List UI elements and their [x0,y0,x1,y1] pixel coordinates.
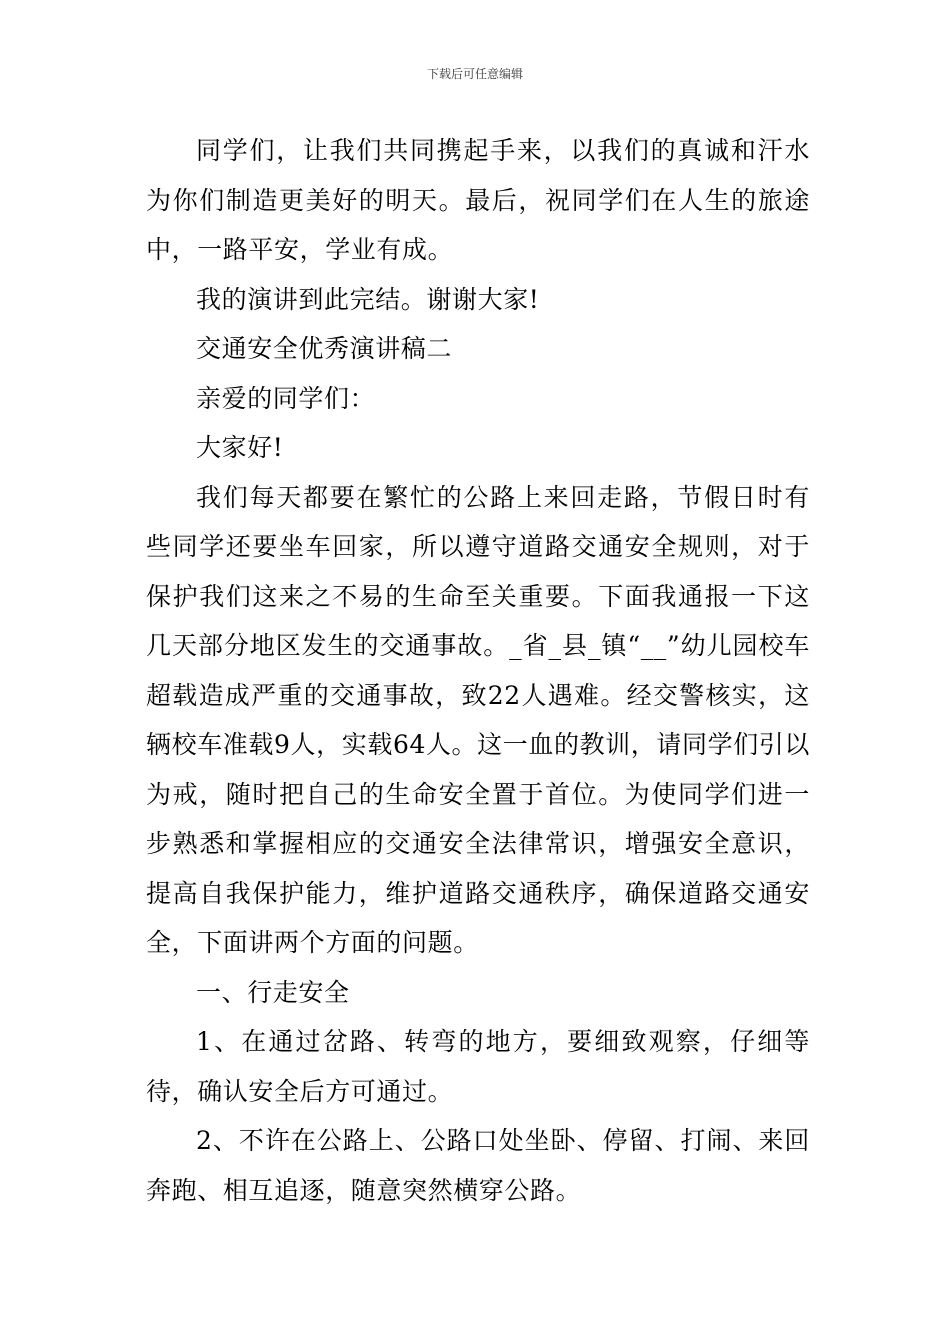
paragraph-thanks: 我的演讲到此完结。谢谢大家! [196,284,540,314]
section-title: 交通安全优秀演讲稿二 [196,334,453,363]
document-body [146,126,810,1215]
salutation: 亲爱的同学们： [196,383,376,413]
paragraph-main: 我们每天都要在繁忙的公路上来回走路，节假日时有些同学还要坐车回家，所以遵守道路交通安全规则，对于保护我们这来之不易的生命至关重要。下面我通报一下这几天部分地区发生的交通事故。_省_县_镇“__”幼儿园校车超载造成严重的交通事故，致22人遇难。经交警核实，这辆校车准载9人，实载64人。这一血的教训，请同学们引以为戒，随时把自己的生命安全置于首位。为使同学们进一步熟悉和掌握相应的交通安全法律常识，增强安全意识，提高自我保护能力，维护道路交通秩序，确保道路交通安全，下面讲两个方面的问题。 [146,482,810,957]
page-header-note: 下载后可任意编辑 [426,67,523,81]
greeting: 大家好! [196,433,284,462]
subheading-walking-safety: 一、行走安全 [196,977,350,1007]
rule-item-1: 1、在通过岔路、转弯的地方，要细致观察，仔细等待，确认安全后方可通过。 [146,1027,810,1106]
rule-item-2: 2、不许在公路上、公路口处坐卧、停留、打闹、来回奔跑、相互追逐，随意突然横穿公路。 [146,1126,810,1205]
paragraph-closing: 同学们，让我们共同携起手来，以我们的真诚和汗水为你们制造更美好的明天。最后，祝同学们在人生的旅途中，一路平安，学业有成。 [146,136,810,264]
